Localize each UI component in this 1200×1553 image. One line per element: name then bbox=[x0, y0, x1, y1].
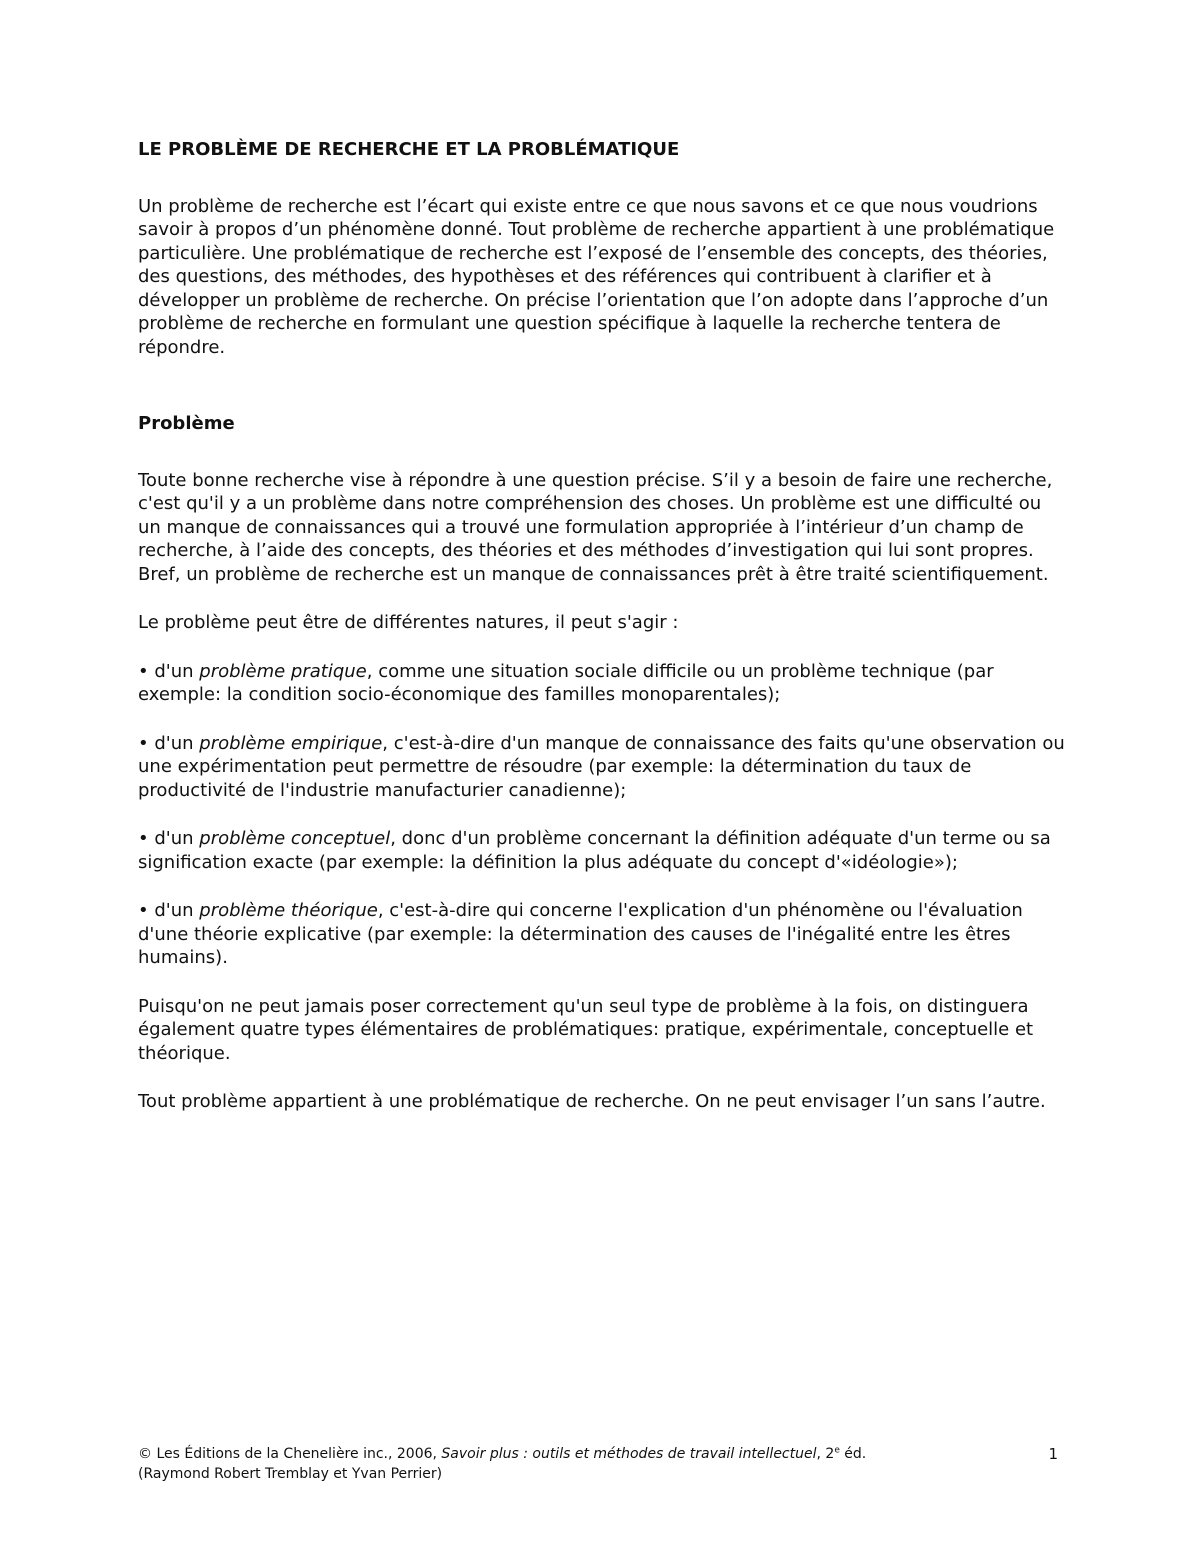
footer-book-title: Savoir plus : outils et méthodes de travail intellectuel bbox=[441, 1446, 817, 1462]
bullet-prefix: • d'un bbox=[138, 900, 200, 921]
paragraph-problematic-types: Puisqu'on ne peut jamais poser correctement qu'un seul type de problème à la fois, on distinguera également quatre types élémentaires de problématiques: pratique, expérimentale, conceptuelle et théorique. bbox=[138, 995, 1034, 1064]
page-title: LE PROBLÈME DE RECHERCHE ET LA PROBLÉMATIQUE bbox=[138, 139, 680, 160]
bullet-item bbox=[138, 660, 1068, 707]
page-number: 1 bbox=[1048, 1445, 1058, 1463]
bullet-item bbox=[138, 899, 1068, 970]
bullet-text: , donc d'un problème concernant la définition adéquate d'un terme ou sa signification exacte (par exemple: la définition la plus adéquate du concept d'«idéologie»); bbox=[138, 828, 1051, 873]
footer-edition-suffix: éd. bbox=[839, 1446, 867, 1462]
footer-edition: , 2 bbox=[816, 1446, 835, 1462]
section-heading: Problème bbox=[138, 413, 235, 434]
footer-publisher: © Les Éditions de la Chenelière inc., 2006, bbox=[138, 1446, 442, 1462]
footer-edition-sup: e bbox=[834, 1445, 840, 1456]
bullet-prefix: • d'un bbox=[138, 828, 200, 849]
bullet-term: problème empirique bbox=[199, 732, 383, 754]
footer-citation bbox=[138, 1444, 1058, 1464]
footer-authors: (Raymond Robert Tremblay et Yvan Perrier) bbox=[138, 1466, 443, 1482]
bullet-term: problème conceptuel bbox=[199, 828, 391, 849]
bullet-text: , c'est-à-dire d'un manque de connaissance des faits qu'une observation ou une expérimentation peut permettre de résoudre (par exemple: la détermination du taux de productivité de l'industrie manufacturier canadienne); bbox=[138, 732, 1065, 801]
intro-paragraph: Un problème de recherche est l’écart qui existe entre ce que nous savons et ce que nous voudrions savoir à propos d’un phénomène donné. Tout problème de recherche appartient à une problématique particulière. Une problématique de recherche est l’exposé de l’ensemble des concepts, des théories, des questions, des méthodes, des hypothèses et des références qui contribuent à clarifier et à développer un problème de recherche. On précise l’orientation que l’on adopte dans l’approche d’un problème de recherche en formulant une question spécifique à laquelle la recherche tentera de répondre. bbox=[138, 195, 1055, 358]
bullet-text: , c'est-à-dire qui concerne l'explication d'un phénomène ou l'évaluation d'une théorie explicative (par exemple: la détermination des causes de l'inégalité entre les êtres humains). bbox=[138, 900, 1023, 968]
paragraph-definition: Toute bonne recherche vise à répondre à une question précise. S’il y a besoin de faire une recherche, c'est qu'il y a un problème dans notre compréhension des choses. Un problème est une difficulté ou un manque de connaissances qui a trouvé une formulation appropriée à l’intérieur d’un champ de recherche, à l’aide des concepts, des théories et des méthodes d’investigation qui lui sont propres. Bref, un problème de recherche est un manque de connaissances prêt à être traité scientifiquement. bbox=[138, 469, 1053, 585]
paragraph-natures-intro: Le problème peut être de différentes natures, il peut s'agir : bbox=[138, 612, 679, 633]
document-body bbox=[138, 138, 1068, 1139]
bullet-text: , comme une situation sociale difficile ou un problème technique (par exemple: la condition socio-économique des familles monoparentales); bbox=[138, 660, 994, 705]
bullet-term: problème théorique bbox=[199, 900, 378, 921]
bullet-prefix: • d'un bbox=[138, 660, 200, 682]
bullet-item bbox=[138, 732, 1068, 803]
bullet-prefix: • d'un bbox=[138, 732, 200, 754]
page-footer bbox=[138, 1444, 1058, 1484]
bullet-term: problème pratique bbox=[199, 660, 367, 682]
paragraph-conclusion: Tout problème appartient à une problématique de recherche. On ne peut envisager l’un sans l’autre. bbox=[138, 1091, 1046, 1112]
bullet-item bbox=[138, 827, 1068, 874]
